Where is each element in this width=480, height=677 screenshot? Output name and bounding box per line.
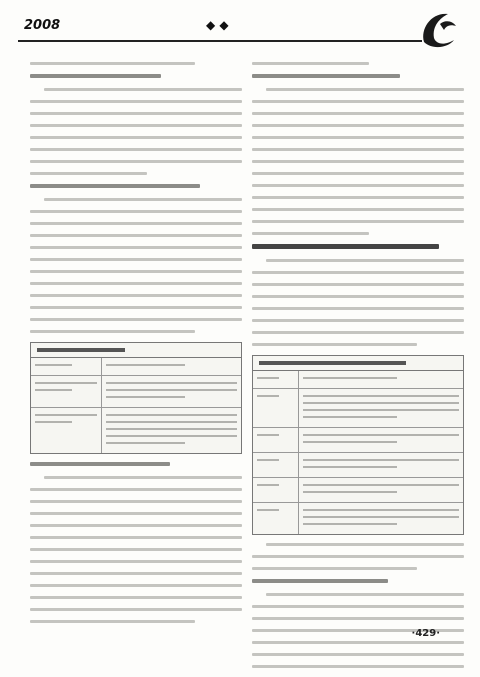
text-block bbox=[30, 62, 242, 65]
header-rule bbox=[18, 40, 422, 42]
table-row bbox=[253, 503, 463, 534]
left-column bbox=[30, 62, 242, 632]
table-row bbox=[253, 428, 463, 453]
diamond-icon: ◆ bbox=[219, 18, 229, 32]
logo-icon bbox=[418, 6, 460, 50]
running-header bbox=[18, 8, 462, 54]
table-row bbox=[31, 408, 241, 453]
table-row bbox=[253, 478, 463, 503]
table-row bbox=[253, 389, 463, 428]
paragraph bbox=[30, 476, 242, 623]
paragraph bbox=[252, 259, 464, 346]
diamond-icon: ◆ bbox=[206, 18, 216, 32]
table-title bbox=[253, 356, 463, 371]
subheading bbox=[30, 74, 161, 78]
table-row bbox=[253, 453, 463, 478]
table-header-row bbox=[253, 371, 463, 389]
data-table bbox=[252, 355, 464, 535]
data-table bbox=[30, 342, 242, 454]
subheading bbox=[30, 184, 200, 188]
paragraph bbox=[252, 88, 464, 235]
subheading bbox=[252, 74, 400, 78]
section-heading bbox=[252, 244, 439, 249]
paragraph bbox=[30, 88, 242, 175]
right-column bbox=[252, 62, 464, 677]
text-block bbox=[252, 62, 464, 65]
table-title bbox=[31, 343, 241, 358]
table-row bbox=[31, 376, 241, 408]
subheading bbox=[252, 579, 388, 583]
paragraph bbox=[30, 198, 242, 333]
paragraph bbox=[252, 543, 464, 570]
header-section bbox=[206, 18, 229, 32]
subheading bbox=[30, 462, 170, 466]
header-year: 2008 bbox=[24, 18, 61, 33]
page-number: ·429· bbox=[411, 628, 440, 639]
table-header-row bbox=[31, 358, 241, 376]
